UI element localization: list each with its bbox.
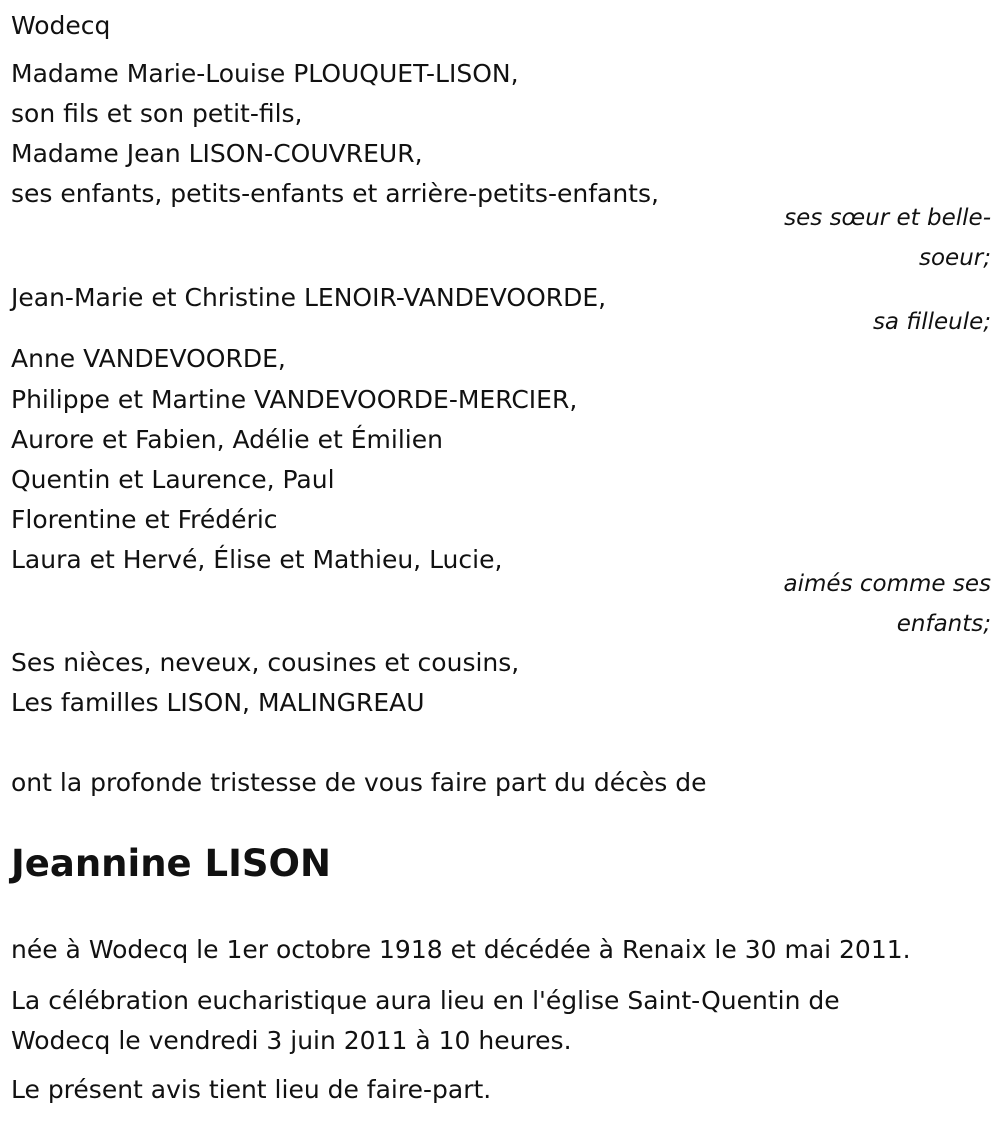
family-line: Philippe et Martine VANDEVOORDE-MERCIER, bbox=[11, 385, 578, 414]
relation-note: sa filleule; bbox=[872, 309, 991, 335]
family-line: son fils et son petit-fils, bbox=[11, 99, 303, 128]
notice-text: Le présent avis tient lieu de faire-part. bbox=[11, 1075, 492, 1104]
relation-note: soeur; bbox=[919, 245, 991, 271]
ceremony-text: La célébration eucharistique aura lieu en l'église Saint-Quentin de bbox=[11, 986, 840, 1015]
birth-death-text: née à Wodecq le 1er octobre 1918 et décédée à Renaix le 30 mai 2011. bbox=[11, 935, 911, 964]
family-line: Anne VANDEVOORDE, bbox=[11, 344, 286, 373]
family-line: Ses nièces, neveux, cousines et cousins, bbox=[11, 648, 520, 677]
family-line: Les familles LISON, MALINGREAU bbox=[11, 688, 425, 717]
relation-note: aimés comme ses bbox=[783, 571, 991, 597]
family-line: ses enfants, petits-enfants et arrière-petits-enfants, bbox=[11, 179, 659, 208]
announcement-text: ont la profonde tristesse de vous faire part du décès de bbox=[11, 768, 707, 797]
family-line: Madame Marie-Louise PLOUQUET-LISON, bbox=[11, 59, 519, 88]
family-line: Florentine et Frédéric bbox=[11, 505, 278, 534]
family-line: Laura et Hervé, Élise et Mathieu, Lucie, bbox=[11, 545, 503, 574]
family-line: Jean-Marie et Christine LENOIR-VANDEVOORDE, bbox=[11, 283, 607, 312]
relation-note: ses sœur et belle- bbox=[784, 205, 991, 231]
family-line: Madame Jean LISON-COUVREUR, bbox=[11, 139, 423, 168]
family-line: Aurore et Fabien, Adélie et Émilien bbox=[11, 425, 443, 454]
place-heading: Wodecq bbox=[11, 11, 111, 40]
relation-note: enfants; bbox=[896, 611, 991, 637]
deceased-name: Jeannine LISON bbox=[11, 842, 331, 885]
ceremony-text: Wodecq le vendredi 3 juin 2011 à 10 heures. bbox=[11, 1026, 572, 1055]
family-line: Quentin et Laurence, Paul bbox=[11, 465, 335, 494]
